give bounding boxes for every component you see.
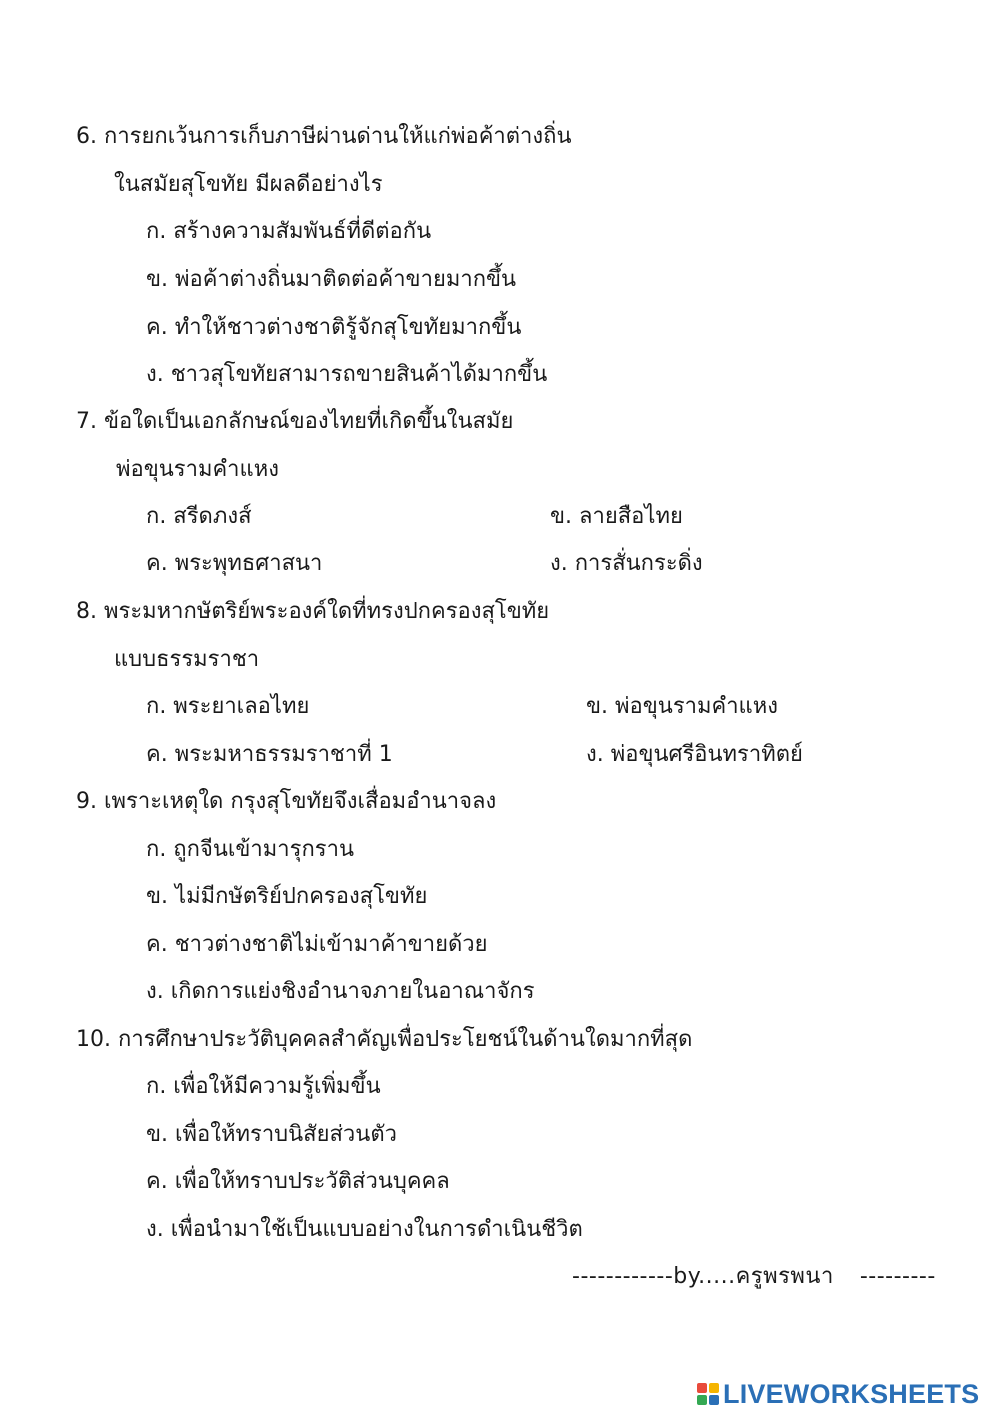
question-6-option-b[interactable]: ข. พ่อค้าต่างถิ่นมาติดต่อค้าขายมากขึ้น [146,267,517,292]
question-6-text-line2: ในสมัยสุโขทัย มีผลดีอย่างไร [114,172,383,197]
liveworksheets-logo-text: LIVEWORKSHEETS [723,1378,980,1409]
question-10-option-b[interactable]: ข. เพื่อให้ทราบนิสัยส่วนตัว [146,1122,397,1147]
question-7-text-line1: 7. ข้อใดเป็นเอกลักษณ์ของไทยที่เกิดขึ้นในสมัย [76,407,513,437]
liveworksheets-logo [697,1378,979,1410]
question-9-text-line1: 9. เพราะเหตุใด กรุงสุโขทัยจึงเสื่อมอำนาจลง [76,787,496,817]
logo-square-yellow [709,1383,719,1393]
question-10-option-d[interactable]: ง. เพื่อนำมาใช้เป็นแบบอย่างในการดำเนินชีวิต [146,1217,583,1242]
question-8-text-line1: 8. พระมหากษัตริย์พระองค์ใดที่ทรงปกครองสุโขทัย [76,597,549,627]
author-credit [572,1262,936,1292]
liveworksheets-logo-icon [697,1383,719,1405]
question-9-option-b[interactable]: ข. ไม่มีกษัตริย์ปกครองสุโขทัย [146,884,428,909]
logo-square-blue [709,1395,719,1405]
question-6-number: 6. [76,124,97,149]
question-8-number: 8. [76,599,97,624]
logo-square-green [697,1395,707,1405]
question-7-text-line2: พ่อขุนรามคำแหง [116,457,279,482]
question-7-option-d[interactable]: ง. การสั่นกระดิ่ง [550,551,703,576]
question-9-option-a[interactable]: ก. ถูกจีนเข้ามารุกราน [146,837,354,862]
question-6-option-c[interactable]: ค. ทำให้ชาวต่างชาติรู้จักสุโขทัยมากขึ้น [146,315,522,340]
question-9-option-d[interactable]: ง. เกิดการแย่งชิงอำนาจภายในอาณาจักร [146,979,535,1004]
question-9-option-c[interactable]: ค. ชาวต่างชาติไม่เข้ามาค้าขายด้วย [146,932,488,957]
question-10-option-a[interactable]: ก. เพื่อให้มีความรู้เพิ่มขึ้น [146,1074,381,1099]
question-7-option-b[interactable]: ข. ลายสือไทย [550,504,683,529]
logo-square-red [697,1383,707,1393]
author-credit-text: ------------by.....ครูพรพนา [572,1264,834,1289]
author-credit-trailing-dashes: --------- [859,1264,936,1289]
question-6-option-a[interactable]: ก. สร้างความสัมพันธ์ที่ดีต่อกัน [146,219,432,244]
question-10-text-line1: 10. การศึกษาประวัติบุคคลสำคัญเพื่อประโยชน์ในด้านใดมากที่สุด [76,1025,692,1055]
question-7-number: 7. [76,409,97,434]
question-8-option-d[interactable]: ง. พ่อขุนศรีอินทราทิตย์ [586,742,803,767]
question-7-option-c[interactable]: ค. พระพุทธศาสนา [146,551,323,576]
question-9-number: 9. [76,789,97,814]
question-6-option-d[interactable]: ง. ชาวสุโขทัยสามารถขายสินค้าได้มากขึ้น [146,362,548,387]
question-10-option-c[interactable]: ค. เพื่อให้ทราบประวัติส่วนบุคคล [146,1169,450,1194]
question-8-text-line2: แบบธรรมราชา [114,647,260,672]
question-10-number: 10. [76,1027,111,1052]
question-7-option-a[interactable]: ก. สรีดภงส์ [146,504,252,529]
question-8-option-b[interactable]: ข. พ่อขุนรามคำแหง [586,694,778,719]
question-8-option-a[interactable]: ก. พระยาเลอไทย [146,694,310,719]
question-6-text-line1: 6. การยกเว้นการเก็บภาษีผ่านด่านให้แก่พ่อค้าต่างถิ่น [76,122,572,152]
question-8-option-c[interactable]: ค. พระมหาธรรมราชาที่ 1 [146,742,393,767]
